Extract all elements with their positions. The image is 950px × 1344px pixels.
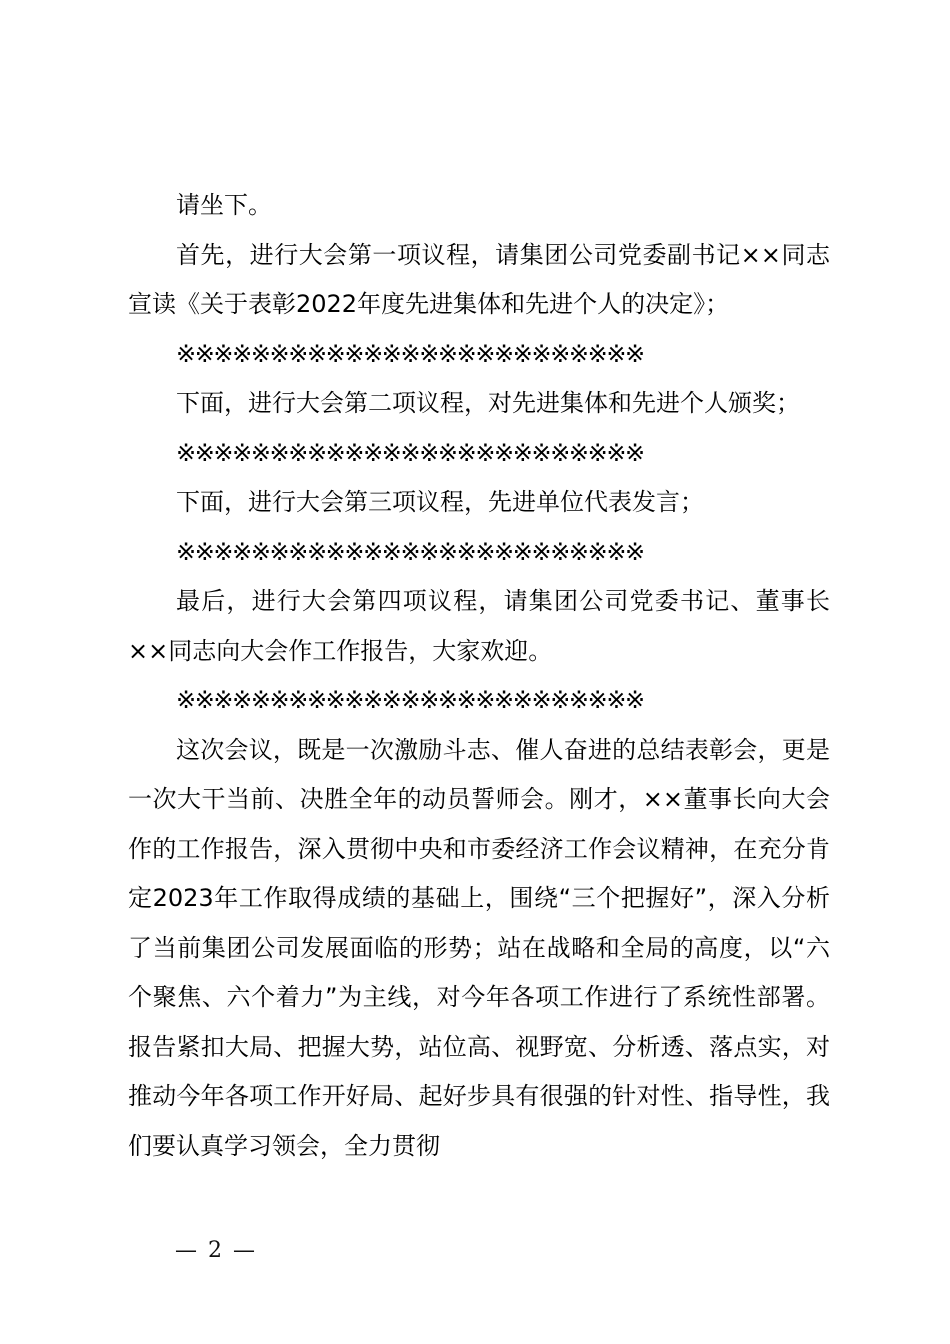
separator-marks: ※※※※※※※※※※※※※※※※※※※※※※※※※ xyxy=(176,537,644,566)
separator-marks: ※※※※※※※※※※※※※※※※※※※※※※※※※ xyxy=(176,438,644,467)
paragraph-agenda-one: 首先，进行大会第一项议程，请集团公司党委副书记××同志宣读《关于表彰2022年度先进集体和先进个人的决定》； xyxy=(128,240,830,318)
separator-marks: ※※※※※※※※※※※※※※※※※※※※※※※※※ xyxy=(176,339,644,368)
paragraph-agenda-four: 最后，进行大会第四项议程，请集团公司党委书记、董事长××同志向大会作工作报告，大家欢迎。 xyxy=(128,587,830,665)
paragraph-speech-body: 这次会议，既是一次激励斗志、催人奋进的总结表彰会，更是一次大干当前、决胜全年的动员誓师会。刚才，××董事长向大会作的工作报告，深入贯彻中央和市委经济工作会议精神，在充分肯定2023年工作取得成绩的基础上，围绕“三个把握好”，深入分析了当前集团公司发展面临的形势；站在战略和全局的高度，以“六个聚焦、六个着力”为主线，对今年各项工作进行了系统性部署。报告紧扣大局、把握大势，站位高、视野宽、分析透、落点实，对推动今年各项工作开好局、起好步具有很强的针对性、指导性，我们要认真学习领会，全力贯彻 xyxy=(128,735,830,1160)
separator-marks: ※※※※※※※※※※※※※※※※※※※※※※※※※ xyxy=(176,686,644,714)
page-number: — 2 — xyxy=(175,1238,257,1263)
paragraph-please-sit: 请坐下。 xyxy=(176,191,272,219)
document-body xyxy=(128,181,830,1171)
paragraph-agenda-three: 下面，进行大会第三项议程，先进单位代表发言； xyxy=(176,488,704,516)
paragraph-agenda-two: 下面，进行大会第二项议程，对先进集体和先进个人颁奖； xyxy=(176,389,800,417)
